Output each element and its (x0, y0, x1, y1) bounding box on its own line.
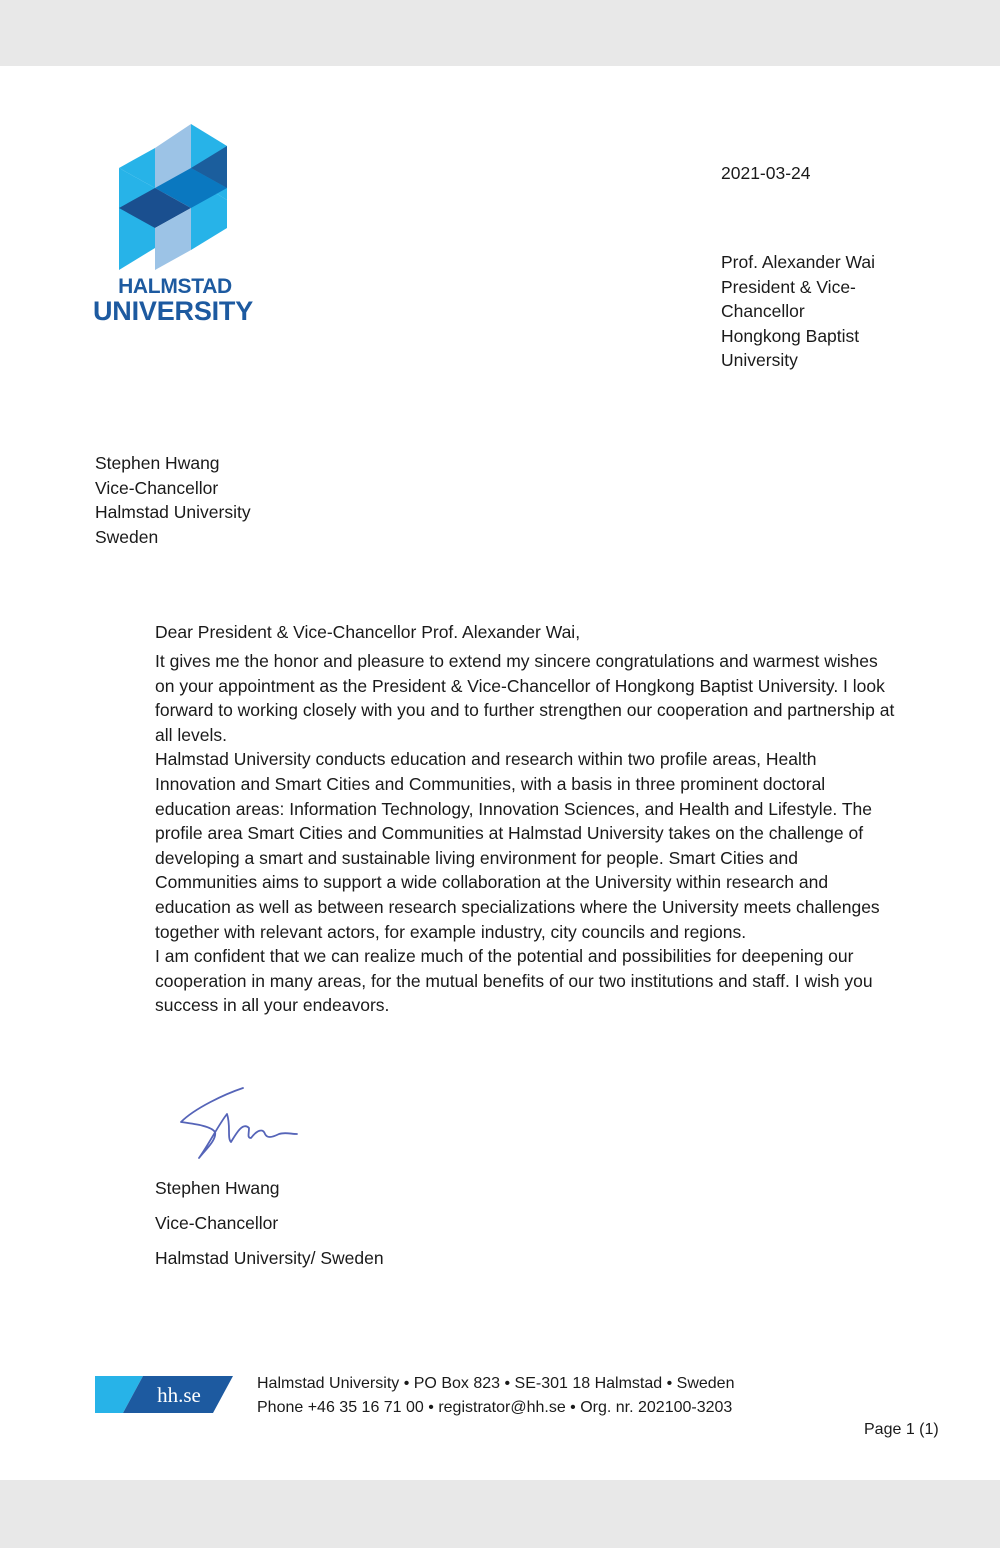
recipient-line: Chancellor (721, 301, 805, 322)
sender-line: Stephen Hwang (95, 453, 220, 473)
handwritten-signature (175, 1084, 315, 1169)
page-number: Page 1 (1) (864, 1421, 939, 1438)
recipient-line: University (721, 350, 798, 371)
badge-text: hh.se (157, 1383, 201, 1407)
body-paragraph: It gives me the honor and pleasure to extend my sincere congratulations and warmest wishes on your appointment as the President & Vice-Chancellor of Hongkong Baptist University. I look forward to working closely with you and to further strengthen our cooperation and partnership at all levels. (155, 651, 895, 745)
sender-line: Vice-Chancellor (95, 477, 219, 498)
recipient-address (721, 250, 911, 373)
signatory-title: Vice-Chancellor (155, 1212, 279, 1233)
signatory-org: Halmstad University/ Sweden (155, 1247, 384, 1268)
recipient-line: Prof. Alexander Wai (721, 252, 876, 272)
recipient-line: Hongkong Baptist (721, 325, 860, 346)
halmstad-university-logo (95, 124, 255, 334)
body-paragraph: Halmstad University conducts education and research within two profile areas, Health Innovation and Smart Cities and Communities, with a basis in three prominent doctoral education areas: Information Technology, Innovation Sciences, and Health and Lifestyle. The profile area Smart Cities and Communities at Halmstad University takes on the challenge of developing a smart and sustainable living environment for people. Smart Cities and Communities aims to support a wide collaboration at the University within research and education as well as between research specializations where the University meets challenges together with relevant actors, for example industry, city councils and regions. (155, 749, 880, 942)
logo-text-halmstad: HALMSTAD (118, 275, 232, 298)
sender-address (95, 451, 251, 549)
logo-mark-icon (115, 124, 235, 274)
sender-line: Halmstad University (95, 502, 251, 523)
signature-block (155, 1176, 384, 1280)
letter-body (155, 649, 895, 1018)
hh-se-badge (95, 1376, 235, 1418)
salutation: Dear President & Vice-Chancellor Prof. Alexander Wai, (155, 622, 581, 642)
sender-line: Sweden (95, 526, 159, 547)
body-paragraph: I am confident that we can realize much of the potential and possibilities for deepening our cooperation in many areas, for the mutual benefits of our two institutions and staff. I wish you success in all your endeavors. (155, 946, 873, 1016)
footer-contact (257, 1372, 734, 1419)
logo-text-university: UNIVERSITY (93, 296, 254, 326)
footer-address: Halmstad University • PO Box 823 • SE-301 18 Halmstad • Sweden (257, 1375, 735, 1392)
letter-page (0, 66, 1000, 1480)
signatory-name: Stephen Hwang (155, 1178, 280, 1198)
letter-date: 2021-03-24 (721, 163, 811, 183)
recipient-line: President & Vice- (721, 276, 856, 297)
footer-phone: Phone +46 35 16 71 00 • registrator@hh.se • Org. nr. 202100-3203 (257, 1398, 733, 1416)
